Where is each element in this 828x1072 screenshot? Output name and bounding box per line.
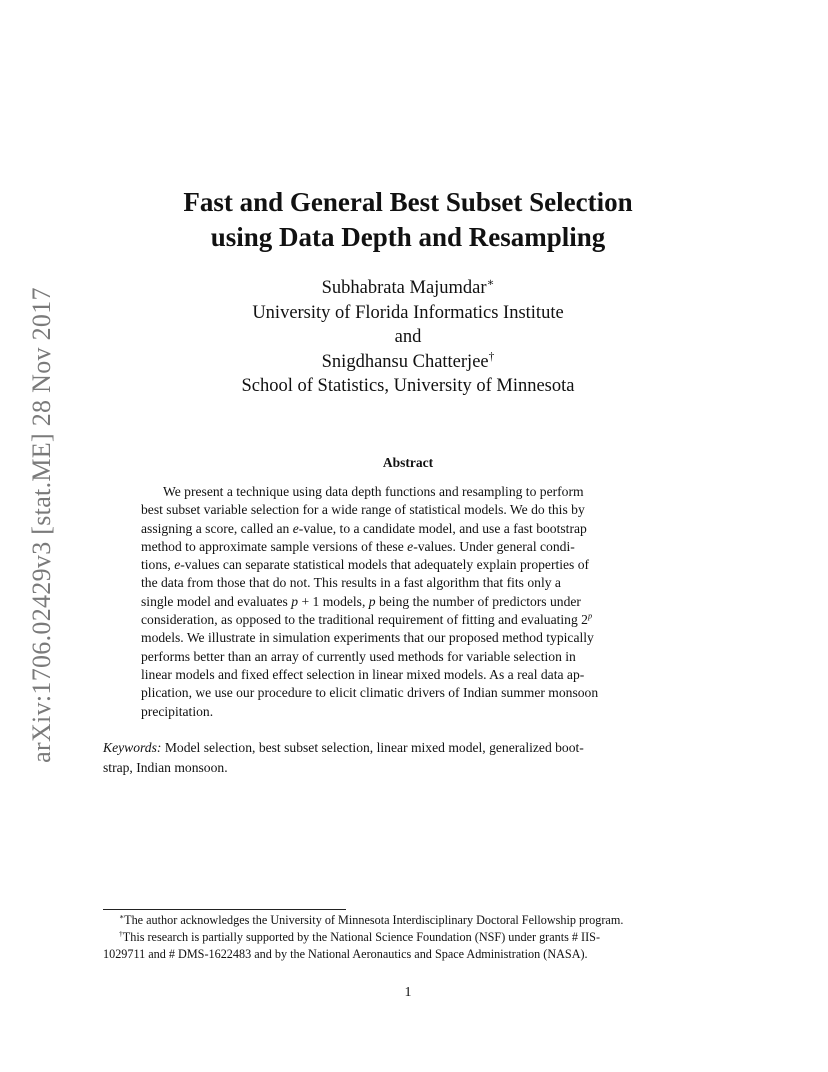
author-1-footnote-mark: ∗ <box>486 276 495 289</box>
keywords <box>103 738 687 778</box>
footnote-1 <box>103 912 717 929</box>
abstract-line: consideration, as opposed to the traditional requirement of fitting and evaluating 2$^p$ <box>141 610 593 628</box>
author-1 <box>100 276 716 301</box>
affiliation-2: School of Statistics, University of Minnesota <box>241 376 575 396</box>
footnote-1-text: The author acknowledges the University of Minnesota Interdisciplinary Doctoral Fellowship program. <box>124 913 624 927</box>
abstract-line: the data from those that do not. This results in a fast algorithm that fits only a <box>141 575 561 591</box>
arxiv-identifier-stamp: arXiv:1706.02429v3 [stat.ME] 28 Nov 2017 <box>27 287 56 763</box>
keywords-label: Keywords: <box>103 740 162 755</box>
footnotes <box>103 912 717 963</box>
page-number: 1 <box>404 985 412 1000</box>
abstract-line: performs better than an array of currently used methods for variable selection in <box>141 648 576 664</box>
keywords-line-2: strap, Indian monsoon. <box>103 760 228 775</box>
abstract-line: We present a technique using data depth functions and resampling to perform <box>163 484 584 499</box>
abstract-line: assigning a score, called an e-value, to a candidate model, and use a fast bootstrap <box>141 520 587 536</box>
footnote-2 <box>103 929 717 946</box>
affiliation-1: University of Florida Informatics Institute <box>252 302 564 323</box>
footnote-2-mark: † <box>119 928 123 938</box>
author-conjunction: and <box>394 327 422 347</box>
author-2-name: Snigdhansu Chatterjee <box>321 351 489 372</box>
footnote-divider <box>103 909 346 910</box>
title-line-1: Fast and General Best Subset Selection <box>183 187 633 217</box>
abstract-line: single model and evaluates p + 1 models, p being the number of predictors under <box>141 593 581 609</box>
keywords-line-1: Model selection, best subset selection, linear mixed model, generalized boot- <box>164 740 584 755</box>
author-2-footnote-mark: † <box>488 350 495 363</box>
footnote-2-continuation: 1029711 and # DMS-1622483 and by the National Aeronautics and Space Administration (NASA). <box>103 947 588 961</box>
abstract-line: linear models and fixed effect selection in linear mixed models. As a real data ap- <box>141 666 585 682</box>
paper-title <box>100 185 716 255</box>
author-block <box>100 276 716 399</box>
abstract-line: tions, e-values can separate statistical models that adequately explain properties of <box>141 557 590 573</box>
abstract-heading: Abstract <box>382 455 434 470</box>
abstract-line: best subset variable selection for a wide range of statistical models. We do this by <box>141 502 585 518</box>
footnote-1-mark: ∗ <box>119 911 125 921</box>
title-line-2: using Data Depth and Resampling <box>210 222 606 252</box>
footnote-2-text: This research is partially supported by the National Science Foundation (NSF) under grants # IIS- <box>122 930 601 944</box>
abstract-line: plication, we use our procedure to elicit climatic drivers of Indian summer monsoon <box>141 685 599 701</box>
abstract-body <box>141 483 675 721</box>
author-2 <box>100 350 716 375</box>
abstract-line: method to approximate sample versions of these e-values. Under general condi- <box>141 538 575 554</box>
author-1-name: Subhabrata Majumdar <box>321 278 487 298</box>
abstract-line: precipitation. <box>141 703 214 719</box>
abstract-line: models. We illustrate in simulation experiments that our proposed method typically <box>141 630 594 646</box>
